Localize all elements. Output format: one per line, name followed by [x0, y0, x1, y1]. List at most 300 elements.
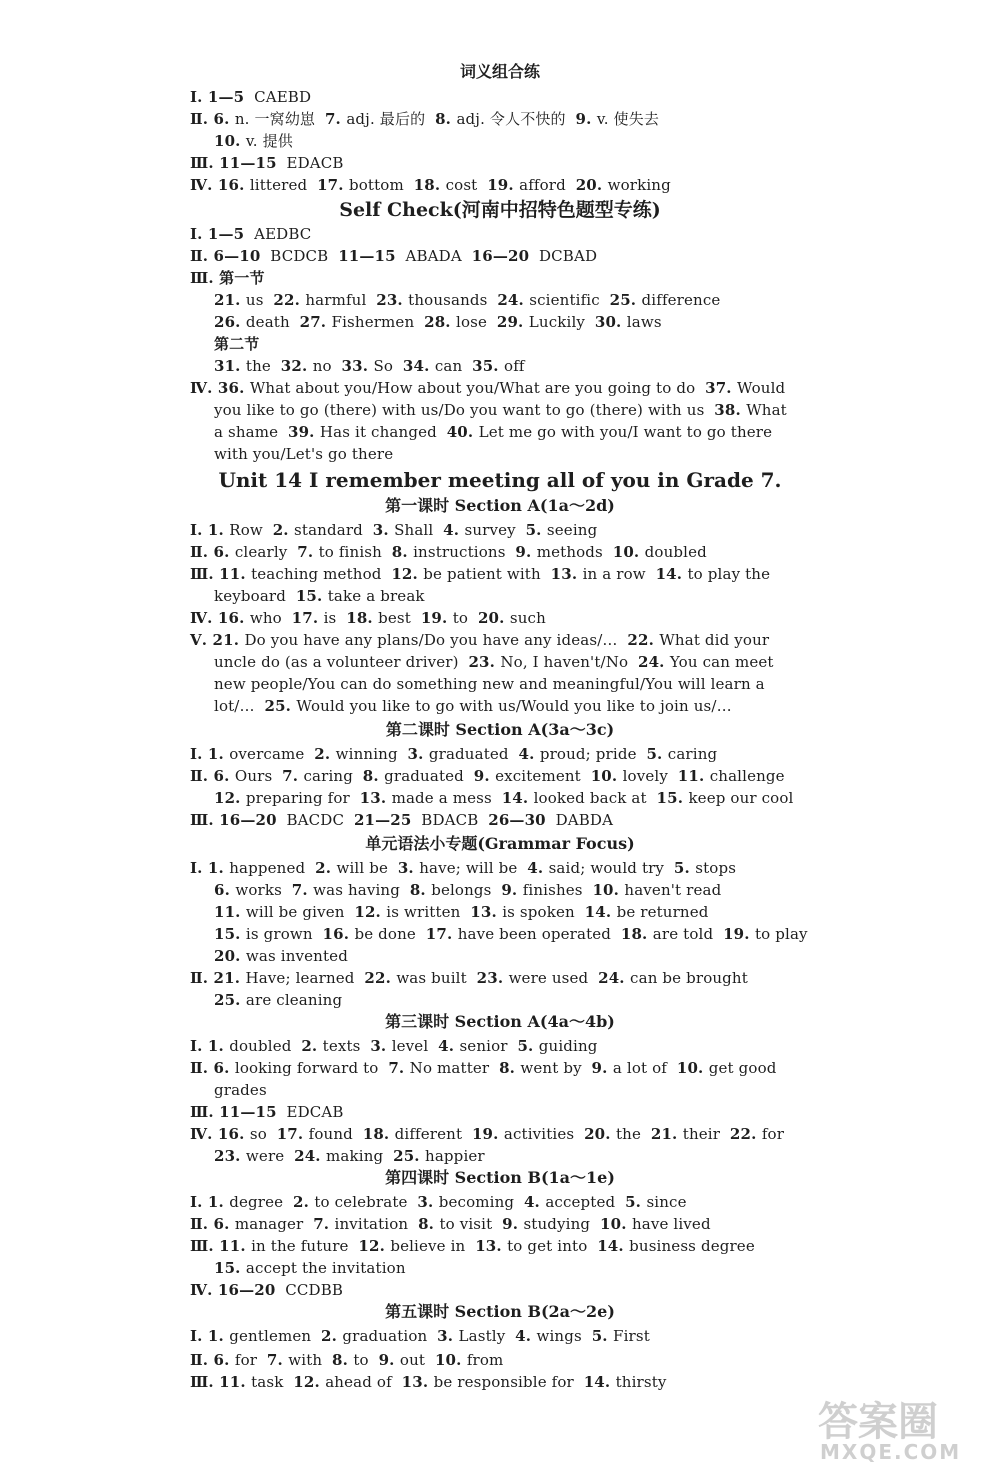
- answer-line: [214, 924, 808, 944]
- answer-line: [190, 87, 311, 107]
- question-number: 10.: [592, 881, 625, 899]
- answer-text: have been operated: [457, 925, 621, 943]
- question-number: 17.: [317, 176, 349, 194]
- answer-text: Luckily: [528, 313, 595, 331]
- question-number: 22.: [729, 1125, 762, 1143]
- question-number: 5.: [646, 745, 668, 763]
- answer-text: be returned: [616, 903, 709, 921]
- question-number: 11—15: [338, 247, 396, 265]
- question-number: 13.: [359, 789, 392, 807]
- section-heading: Unit 14 I remember meeting all of you in Grade 7.: [218, 468, 782, 492]
- question-number: 35.: [472, 357, 505, 375]
- question-number: 5.: [517, 1037, 539, 1055]
- question-number: 27.: [299, 313, 332, 331]
- question-number: Ⅰ. 1—5: [190, 88, 245, 106]
- answer-text: EDACB: [276, 154, 344, 172]
- answer-text: Fishermen: [331, 313, 425, 331]
- question-number: 4.: [443, 521, 465, 539]
- answer-text: works: [235, 881, 292, 899]
- question-number: 20.: [477, 609, 510, 627]
- question-number: 16.: [322, 925, 355, 943]
- answer-text: lot/…: [214, 697, 265, 715]
- answer-line: [190, 1280, 343, 1300]
- answer-line: [214, 788, 794, 808]
- answer-text: ABADA: [395, 247, 472, 265]
- answer-text: us: [245, 291, 274, 309]
- answer-text: new people/You can do something new and meaningful/You will learn a: [214, 675, 765, 693]
- answer-text: be done: [354, 925, 426, 943]
- answer-text: Has it changed: [319, 423, 447, 441]
- question-number: 17.: [291, 609, 324, 627]
- question-number: 9.: [473, 767, 496, 785]
- question-number: 14.: [583, 1373, 616, 1391]
- answer-line: [190, 810, 613, 830]
- answer-line: [190, 630, 769, 650]
- question-number: 23.: [476, 969, 509, 987]
- answer-text: CCDBB: [275, 1281, 344, 1299]
- question-number: 21.: [214, 291, 246, 309]
- answer-text: excitement: [495, 767, 591, 785]
- answer-text: So: [373, 357, 403, 375]
- question-number: Ⅱ. 21.: [190, 969, 246, 987]
- question-number: 4.: [518, 745, 540, 763]
- question-number: 23.: [214, 1147, 246, 1165]
- answer-text: caring: [667, 745, 718, 763]
- section-heading: 第三课时 Section A(4a～4b): [385, 1012, 615, 1031]
- question-number: 第二节: [214, 335, 260, 353]
- question-number: 10.: [600, 1215, 632, 1233]
- answer-text: teaching method: [251, 565, 392, 583]
- section-heading: 单元语法小专题(Grammar Focus): [365, 834, 635, 853]
- answer-line: [214, 696, 732, 716]
- question-number: 7.: [313, 1215, 335, 1233]
- answer-text: is written: [386, 903, 471, 921]
- answer-text: level: [391, 1037, 439, 1055]
- question-number: 8.: [499, 1059, 521, 1077]
- answer-text: v. 提供: [245, 132, 293, 150]
- answer-text: take a break: [327, 587, 425, 605]
- question-number: 25.: [393, 1147, 426, 1165]
- question-number: 7.: [291, 881, 314, 899]
- answer-line: [190, 608, 546, 628]
- section-heading: 词义组合练: [459, 62, 540, 81]
- question-number: 4.: [438, 1037, 460, 1055]
- answer-text: to visit: [439, 1215, 503, 1233]
- answer-text: Have; learned: [245, 969, 365, 987]
- question-number: 10.: [590, 767, 623, 785]
- answer-text: have lived: [631, 1215, 711, 1233]
- question-number: 9.: [501, 881, 523, 899]
- question-number: 32.: [280, 357, 313, 375]
- question-number: 24.: [598, 969, 631, 987]
- question-number: 5.: [591, 1327, 614, 1345]
- answer-text: invitation: [334, 1215, 419, 1233]
- question-number: 40.: [446, 423, 479, 441]
- answer-text: happened: [229, 859, 316, 877]
- question-number: Ⅲ. 11—15: [190, 1103, 277, 1121]
- question-number: 14.: [501, 789, 534, 807]
- answer-text: doubled: [229, 1037, 302, 1055]
- question-number: 11.: [677, 767, 710, 785]
- answer-text: Do you have any plans/Do you have any ideas/…: [244, 631, 628, 649]
- answer-text: task: [251, 1373, 294, 1391]
- answer-text: cost: [445, 176, 488, 194]
- question-number: 11.: [214, 903, 246, 921]
- question-number: Ⅰ. 1.: [190, 745, 230, 763]
- answer-text: graduated: [428, 745, 519, 763]
- question-number: 20.: [575, 176, 608, 194]
- answer-text: What about you/How about you/What are you going to do: [249, 379, 706, 397]
- answer-text: Row: [229, 521, 273, 539]
- answer-line: [190, 1350, 503, 1370]
- answer-text: their: [682, 1125, 730, 1143]
- answer-text: was built: [396, 969, 477, 987]
- answer-text: a lot of: [612, 1059, 677, 1077]
- question-number: 9.: [502, 1215, 524, 1233]
- answer-line: [214, 312, 662, 332]
- question-number: 2.: [272, 521, 295, 539]
- question-number: 10.: [612, 543, 645, 561]
- answer-text: said; would try: [548, 859, 674, 877]
- answer-text: What did your: [659, 631, 770, 649]
- answer-text: you like to go (there) with us/Do you want to go (there) with us: [214, 401, 715, 419]
- answer-text: in the future: [251, 1237, 359, 1255]
- answer-line: [190, 1214, 711, 1234]
- answer-text: EDCAB: [276, 1103, 344, 1121]
- question-number: Ⅱ. 6.: [190, 1215, 235, 1233]
- answer-line: [190, 564, 770, 584]
- question-number: 14.: [584, 903, 617, 921]
- question-number: 39.: [288, 423, 320, 441]
- answer-line: [190, 1058, 777, 1078]
- answer-text: is: [323, 609, 347, 627]
- answer-text: be responsible for: [433, 1373, 584, 1391]
- question-number: Ⅰ. 1.: [190, 1037, 230, 1055]
- section-heading: 第四课时 Section B(1a～1e): [385, 1168, 615, 1187]
- question-number: 7.: [388, 1059, 410, 1077]
- watermark-site-text: MXQE.COM: [820, 1440, 962, 1464]
- answer-text: were: [245, 1147, 295, 1165]
- answer-text: thousands: [408, 291, 498, 309]
- question-number: 7.: [297, 543, 319, 561]
- question-number: 18.: [413, 176, 446, 194]
- question-number: 21.: [650, 1125, 683, 1143]
- answer-line: [190, 153, 344, 173]
- question-number: 10.: [214, 132, 246, 150]
- answer-text: accept the invitation: [245, 1259, 406, 1277]
- question-number: 4.: [523, 1193, 546, 1211]
- answer-text: death: [245, 313, 300, 331]
- answer-text: You can meet: [669, 653, 774, 671]
- answer-line: [214, 1258, 406, 1278]
- question-number: 13.: [401, 1373, 434, 1391]
- answer-line: [190, 1236, 755, 1256]
- question-number: 5.: [525, 521, 547, 539]
- answer-text: went by: [520, 1059, 592, 1077]
- answer-text: best: [378, 609, 421, 627]
- question-number: 19.: [723, 925, 755, 943]
- question-number: 20.: [584, 1125, 616, 1143]
- question-number: 23.: [468, 653, 501, 671]
- answer-line: [214, 652, 774, 672]
- watermark-logo-text: 答案圈: [818, 1399, 938, 1445]
- question-number: 5.: [625, 1193, 647, 1211]
- answer-text: bottom: [348, 176, 414, 194]
- answer-text: lovely: [622, 767, 678, 785]
- question-number: 8.: [362, 767, 385, 785]
- answer-line: [214, 131, 293, 151]
- answer-text: was invented: [245, 947, 348, 965]
- question-number: 3.: [407, 745, 429, 763]
- question-number: Ⅳ. 16.: [190, 1125, 250, 1143]
- answer-line: [214, 444, 393, 464]
- watermark-logo: [810, 1390, 990, 1465]
- answer-text: business degree: [629, 1237, 755, 1255]
- question-number: 3.: [417, 1193, 439, 1211]
- answer-line: [190, 378, 785, 398]
- question-number: 17.: [425, 925, 458, 943]
- answer-line: [214, 400, 787, 420]
- answer-text: was having: [313, 881, 410, 899]
- question-number: 31.: [214, 357, 246, 375]
- question-number: 2.: [315, 859, 337, 877]
- question-number: 21—25: [353, 811, 412, 829]
- question-number: Ⅲ. 16—20: [190, 811, 277, 829]
- answer-text: keyboard: [214, 587, 296, 605]
- answer-text: manager: [234, 1215, 314, 1233]
- answer-text: survey: [464, 521, 526, 539]
- answer-text: out: [399, 1351, 435, 1369]
- answer-text: looked back at: [533, 789, 657, 807]
- question-number: 9.: [515, 543, 537, 561]
- question-number: Ⅱ. 6.: [190, 767, 235, 785]
- question-number: 12.: [214, 789, 246, 807]
- answer-text: for: [761, 1125, 785, 1143]
- question-number: 4.: [515, 1327, 537, 1345]
- question-number: 6.: [214, 881, 236, 899]
- answer-text: doubled: [644, 543, 707, 561]
- answer-text: littered: [249, 176, 318, 194]
- question-number: 2.: [321, 1327, 343, 1345]
- answer-text: Let me go with you/I want to go there: [478, 423, 773, 441]
- answer-text: thirsty: [615, 1373, 667, 1391]
- question-number: 8.: [418, 1215, 440, 1233]
- answer-text: can be brought: [630, 969, 748, 987]
- answer-text: is spoken: [502, 903, 585, 921]
- answer-text: looking forward to: [234, 1059, 389, 1077]
- question-number: Ⅱ. 6—10: [190, 247, 261, 265]
- question-number: Ⅰ. 1.: [190, 1327, 230, 1345]
- answer-text: caring: [303, 767, 363, 785]
- question-number: 23.: [376, 291, 409, 309]
- question-number: 33.: [341, 357, 374, 375]
- answer-text: DABDA: [545, 811, 614, 829]
- question-number: 9.: [591, 1059, 613, 1077]
- answer-line: [214, 674, 765, 694]
- question-number: 22.: [627, 631, 660, 649]
- question-number: 13.: [470, 903, 503, 921]
- answer-text: BACDC: [276, 811, 354, 829]
- question-number: 10.: [434, 1351, 467, 1369]
- answer-text: BDACB: [411, 811, 489, 829]
- answer-text: DCBAD: [529, 247, 598, 265]
- answer-text: Would you like to go with us/Would you like to join us/…: [296, 697, 732, 715]
- answer-line: [190, 175, 671, 195]
- question-number: Ⅰ. 1.: [190, 1193, 230, 1211]
- question-number: 8.: [435, 110, 457, 128]
- question-number: 13.: [550, 565, 583, 583]
- question-number: Ⅲ. 11.: [190, 565, 252, 583]
- answer-text: can: [434, 357, 473, 375]
- question-number: 29.: [496, 313, 529, 331]
- answer-line: [214, 290, 720, 310]
- answer-text: happier: [425, 1147, 485, 1165]
- answer-text: from: [466, 1351, 504, 1369]
- answer-text: for: [234, 1351, 267, 1369]
- answer-text: First: [613, 1327, 650, 1345]
- answer-line: [214, 356, 525, 376]
- question-number: Ⅲ. 11.: [190, 1373, 252, 1391]
- answer-text: proud; pride: [539, 745, 647, 763]
- answer-text: graduated: [384, 767, 474, 785]
- answer-line: [214, 334, 259, 354]
- question-number: 24.: [638, 653, 670, 671]
- answer-line: [214, 880, 721, 900]
- question-number: 14.: [597, 1237, 630, 1255]
- answer-text: laws: [626, 313, 662, 331]
- answer-text: texts: [322, 1037, 371, 1055]
- question-number: Ⅳ. 16.: [190, 176, 250, 194]
- answer-text: ahead of: [325, 1373, 402, 1391]
- question-number: 37.: [705, 379, 738, 397]
- answer-line: [190, 1036, 598, 1056]
- answer-text: gentlemen: [229, 1327, 322, 1345]
- question-number: 3.: [397, 859, 420, 877]
- answer-text: will be given: [245, 903, 355, 921]
- answer-text: v. 使失去: [596, 110, 659, 128]
- question-number: 15.: [295, 587, 328, 605]
- question-number: 2.: [314, 745, 336, 763]
- answer-text: who: [249, 609, 292, 627]
- answer-text: Lastly: [458, 1327, 516, 1345]
- answer-line: [190, 1124, 784, 1144]
- answer-line: [214, 1146, 485, 1166]
- question-number: Ⅰ. 1.: [190, 859, 230, 877]
- question-number: 15.: [656, 789, 689, 807]
- question-number: 14.: [655, 565, 688, 583]
- question-number: 24.: [294, 1147, 327, 1165]
- answer-text: challenge: [709, 767, 785, 785]
- answer-line: [190, 109, 659, 129]
- question-number: Ⅱ. 6.: [190, 543, 235, 561]
- question-number: 9.: [378, 1351, 400, 1369]
- answer-text: instructions: [413, 543, 516, 561]
- question-number: 15.: [214, 925, 246, 943]
- question-number: Ⅲ. 第一节: [190, 269, 265, 287]
- answer-text: clearly: [234, 543, 298, 561]
- answer-line: [190, 1102, 344, 1122]
- answer-text: to finish: [318, 543, 392, 561]
- answer-text: a shame: [214, 423, 288, 441]
- answer-text: so: [249, 1125, 277, 1143]
- question-number: 18.: [346, 609, 379, 627]
- answer-text: get good: [708, 1059, 777, 1077]
- question-number: 13.: [475, 1237, 508, 1255]
- question-number: 3.: [437, 1327, 459, 1345]
- answer-text: to get into: [507, 1237, 598, 1255]
- answer-line: [214, 586, 425, 606]
- answer-text: working: [607, 176, 671, 194]
- question-number: 9.: [575, 110, 597, 128]
- question-number: Ⅲ. 11.: [190, 1237, 252, 1255]
- question-number: 19.: [471, 1125, 504, 1143]
- answer-text: afford: [519, 176, 576, 194]
- answer-text: standard: [294, 521, 373, 539]
- answer-text: off: [504, 357, 525, 375]
- answer-text: What: [746, 401, 787, 419]
- answer-text: difference: [641, 291, 721, 309]
- section-heading: Self Check(河南中招特色题型专练): [339, 199, 661, 221]
- question-number: 22.: [273, 291, 306, 309]
- answer-text: Shall: [394, 521, 444, 539]
- question-number: 17.: [276, 1125, 309, 1143]
- answer-text: scientific: [529, 291, 610, 309]
- question-number: 8.: [409, 881, 432, 899]
- question-number: 15.: [214, 1259, 246, 1277]
- answer-text: guiding: [538, 1037, 598, 1055]
- question-number: Ⅰ. 1.: [190, 521, 230, 539]
- section-heading: 第一课时 Section A(1a～2d): [385, 496, 615, 515]
- answer-line: [190, 268, 265, 288]
- answer-text: becoming: [438, 1193, 524, 1211]
- answer-text: No matter: [409, 1059, 500, 1077]
- question-number: Ⅱ. 6.: [190, 1351, 235, 1369]
- answer-text: harmful: [305, 291, 377, 309]
- question-number: 12.: [391, 565, 424, 583]
- answer-text: to play the: [687, 565, 771, 583]
- question-number: 18.: [620, 925, 653, 943]
- answer-text: were used: [508, 969, 599, 987]
- answer-text: belongs: [431, 881, 502, 899]
- question-number: 18.: [362, 1125, 395, 1143]
- answer-text: wings: [536, 1327, 592, 1345]
- answer-text: AEDBC: [244, 225, 312, 243]
- answer-text: seeing: [546, 521, 598, 539]
- answer-line: [190, 542, 707, 562]
- question-number: 12.: [354, 903, 387, 921]
- answer-line: [190, 1192, 687, 1212]
- question-number: 20.: [214, 947, 246, 965]
- answer-line: [214, 1080, 267, 1100]
- answer-line: [190, 744, 717, 764]
- question-number: Ⅲ. 11—15: [190, 154, 277, 172]
- question-number: 16—20: [471, 247, 530, 265]
- question-number: 10.: [676, 1059, 709, 1077]
- answer-text: the: [245, 357, 281, 375]
- answer-text: methods: [536, 543, 613, 561]
- question-number: 8.: [332, 1351, 354, 1369]
- answer-text: have; will be: [419, 859, 528, 877]
- answer-line: [190, 1326, 650, 1346]
- answer-text: will be: [336, 859, 398, 877]
- question-number: 24.: [497, 291, 530, 309]
- section-heading: 第二课时 Section A(3a～3c): [385, 720, 615, 739]
- question-number: 25.: [264, 697, 297, 715]
- question-number: 3.: [372, 521, 395, 539]
- answer-text: are cleaning: [245, 991, 343, 1009]
- answer-line: [214, 902, 709, 922]
- question-number: 3.: [370, 1037, 392, 1055]
